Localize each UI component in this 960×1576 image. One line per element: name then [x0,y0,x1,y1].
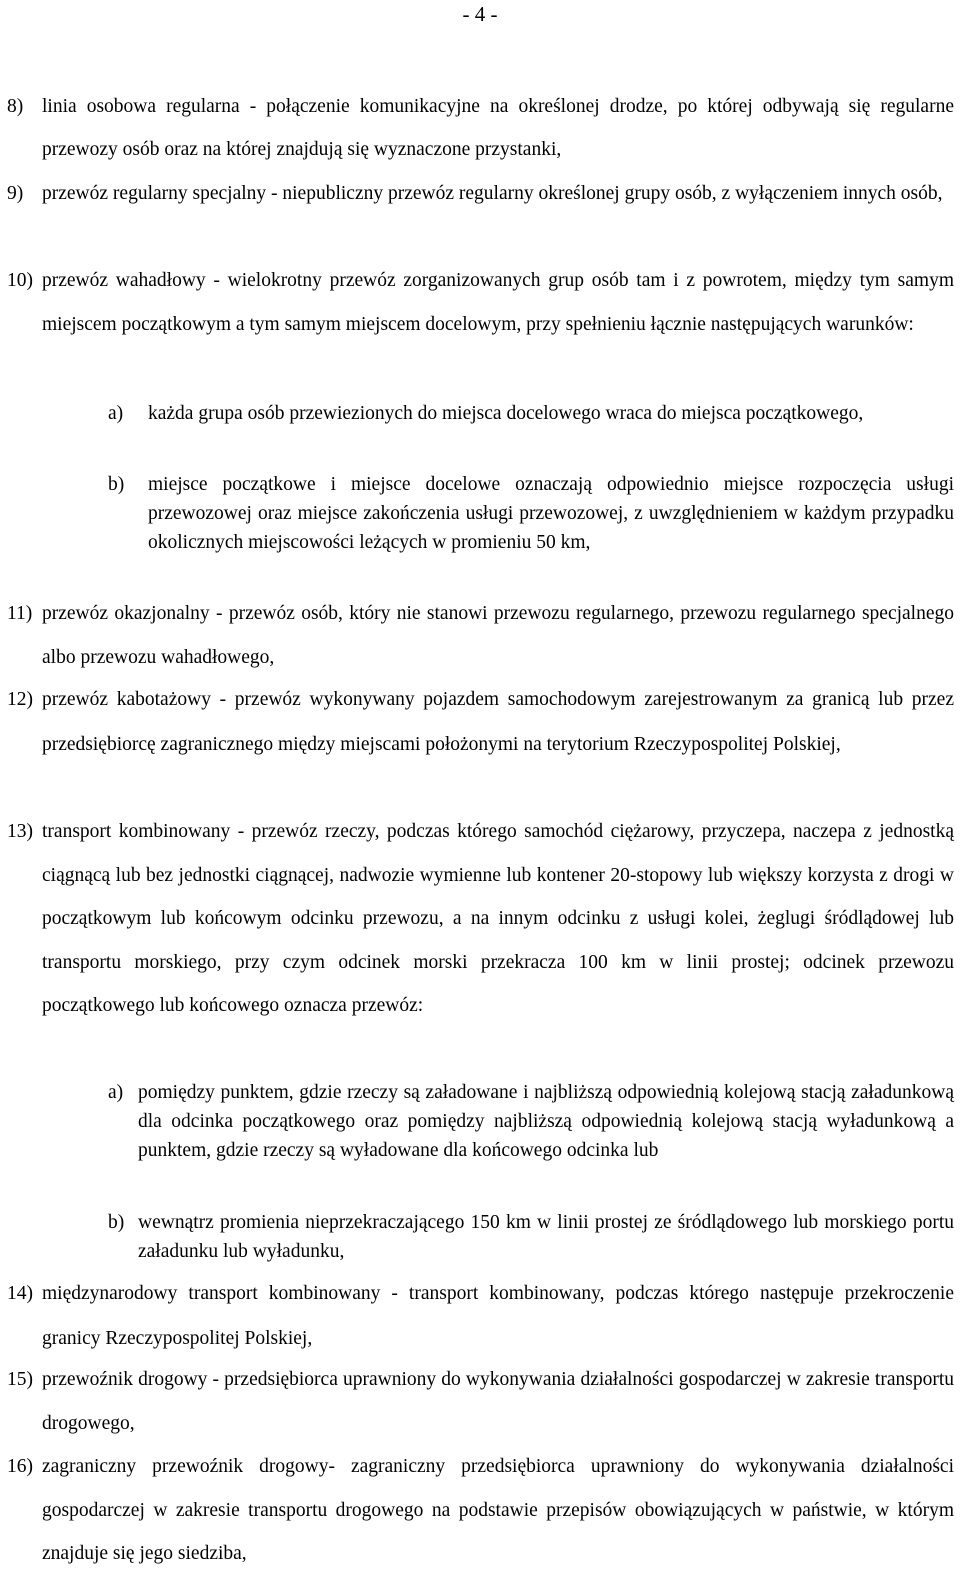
page-number: - 4 - [462,2,498,26]
item-number: 15) [7,1369,33,1390]
subitem-text: miejsce początkowe i miejsce docelowe oznaczają odpowiednio miejsce rozpoczęcia usługi przewozowej oraz miejsce zakończenia usługi przewozowej, z uwzględnieniem w każdym przypadku okolicznych miejscowości leżących w promieniu 50 km, [148,474,954,553]
subitem-label: b) [108,474,125,495]
item-text: przewóz wahadłowy - wielokrotny przewóz zorganizowanych grup osób tam i z powrotem, między tym samym miejscem początkowym a tym samym miejscem docelowym, przy spełnieniu łącznie następujących warunków: [42,270,954,335]
item-number: 16) [7,1456,33,1477]
subitem-text: pomiędzy punktem, gdzie rzeczy są załadowane i najbliższą odpowiednią kolejową stacją załadunkową dla odcinka początkowego oraz pomiędzy najbliższą odpowiednią kolejową stacją wyładunkową a punktem, gdzie rzeczy są wyładowane dla końcowego odcinka lub [138,1082,954,1161]
item-text: przewóz kabotażowy - przewóz wykonywany pojazdem samochodowym zarejestrowanym za granicą lub przez przedsiębiorcę zagranicznego między miejscami położonymi na terytorium Rzeczypospolitej Polskiej, [42,689,954,755]
subitem-label: a) [108,403,124,424]
subitem-label: b) [108,1212,125,1233]
item-text: transport kombinowany - przewóz rzeczy, podczas którego samochód ciężarowy, przyczepa, naczepa z jednostką ciągnącą lub bez jednostki ciągnącej, nadwozie wymienne lub kontener 20-stopowy lub większy korzysta z drogi w początkowym lub końcowym odcinku przewozu, a na innym odcinku z usługi kolei, żeglugi śródlądowej lub transportu morskiego, przy czym odcinek morski przekracza 100 km w linii prostej; odcinek przewozu początkowego lub końcowego oznacza przewóz: [42,821,954,1016]
item-number: 11) [7,603,33,624]
subitem-text: każda grupa osób przewiezionych do miejsca docelowego wraca do miejsca początkowego, [148,403,864,424]
item-number: 9) [7,183,24,204]
item-text: przewóz okazjonalny - przewóz osób, który nie stanowi przewozu regularnego, przewozu regularnego specjalnego albo przewozu wahadłowego, [42,603,954,668]
subitem-label: a) [108,1082,124,1103]
subitem-text: wewnątrz promienia nieprzekraczającego 150 km w linii prostej ze śródlądowego lub morskiego portu załadunku lub wyładunku, [138,1212,954,1262]
item-text: przewóz regularny specjalny - niepubliczny przewóz regularny określonej grupy osób, z wyłączeniem innych osób, [42,183,943,204]
item-number: 8) [7,96,24,117]
item-text: międzynarodowy transport kombinowany - transport kombinowany, podczas którego następuje przekroczenie granicy Rzeczypospolitej Polskiej, [42,1283,954,1349]
item-number: 10) [7,270,33,291]
item-text: przewoźnik drogowy - przedsiębiorca uprawniony do wykonywania działalności gospodarczej w zakresie transportu drogowego, [42,1369,954,1434]
item-text: linia osobowa regularna - połączenie komunikacyjne na określonej drodze, po której odbywają się regularne przewozy osób oraz na której znajdują się wyznaczone przystanki, [42,96,954,160]
item-number: 14) [7,1283,33,1304]
item-number: 12) [7,689,33,710]
item-text: zagraniczny przewoźnik drogowy- zagraniczny przedsiębiorca uprawniony do wykonywania działalności gospodarczej w zakresie transportu drogowego na podstawie przepisów obowiązujących w państwie, w którym znajduje się jego siedziba, [42,1456,954,1564]
item-number: 13) [7,821,33,842]
